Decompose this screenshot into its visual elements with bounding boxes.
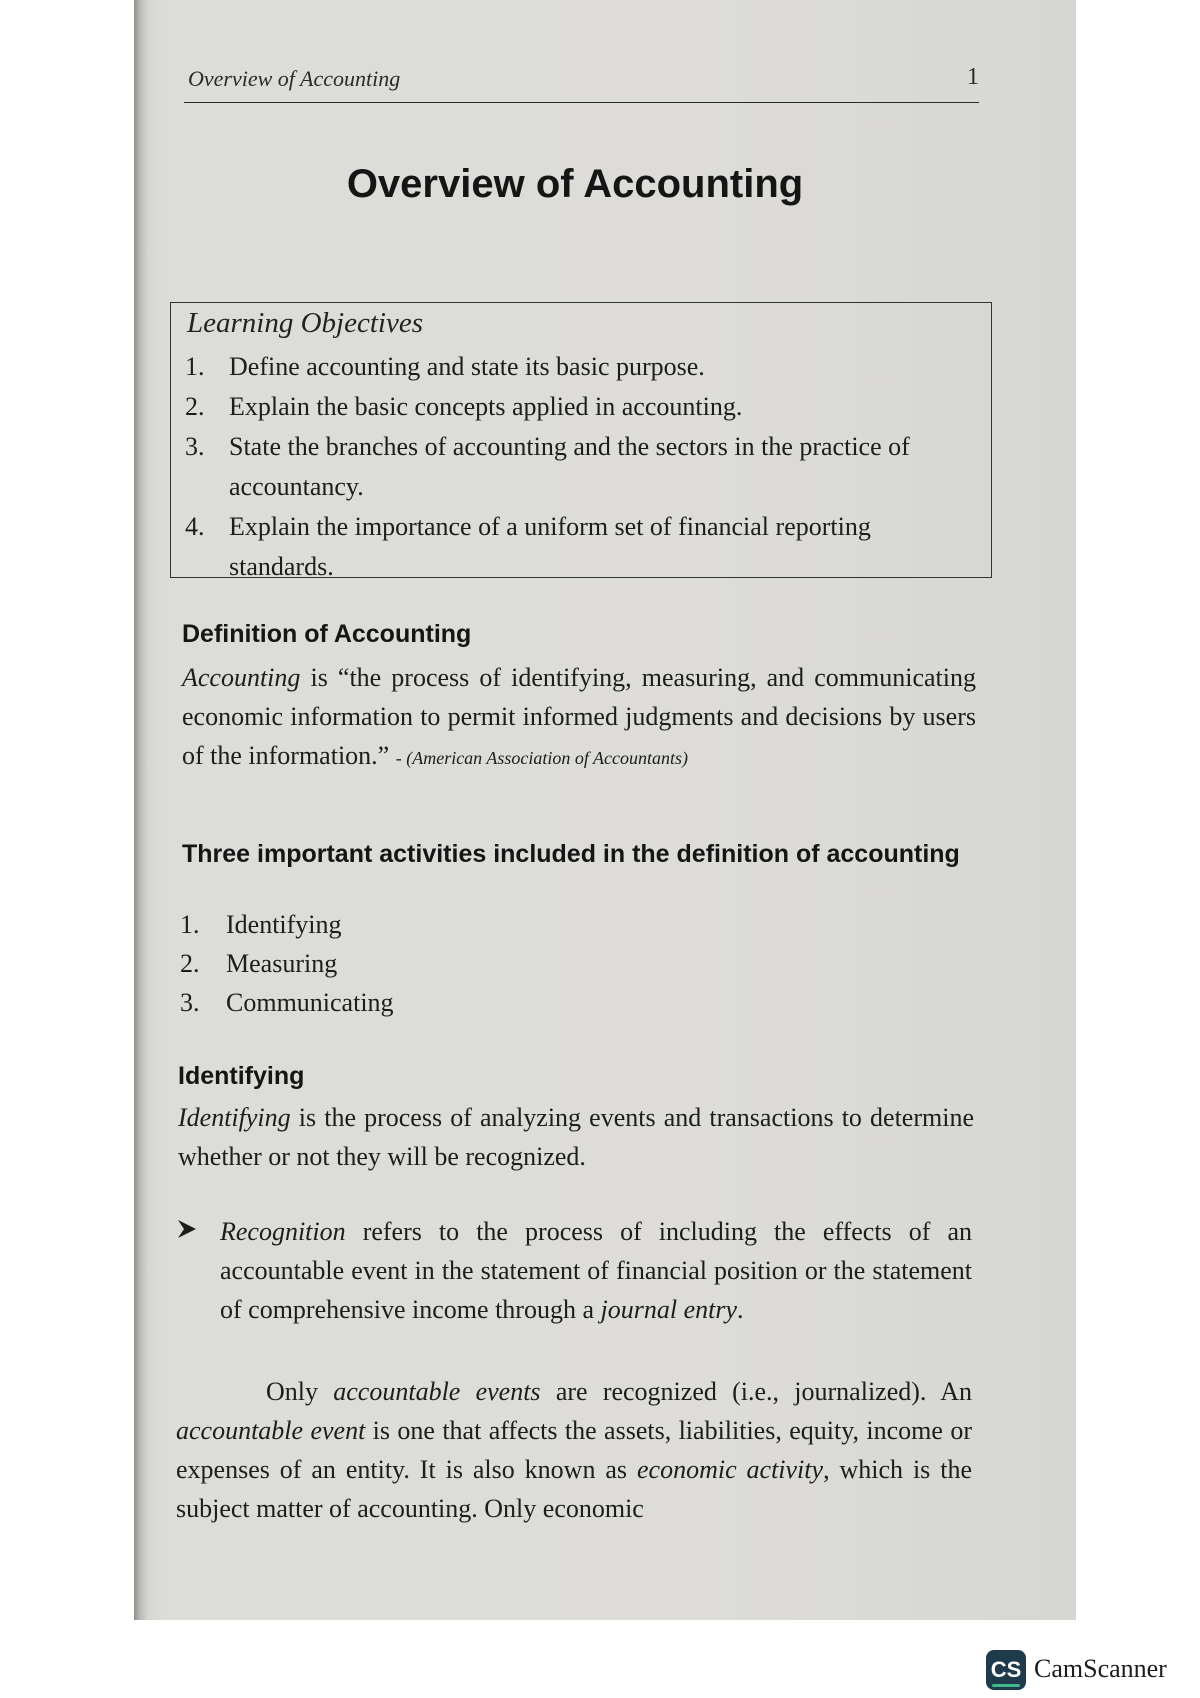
activity-number: 2.: [180, 949, 200, 978]
activity-number: 3.: [180, 988, 200, 1017]
definition-term: Accounting: [182, 663, 301, 692]
objective-number: 4.: [185, 512, 205, 541]
accountable-events-term: accountable events: [333, 1377, 541, 1406]
recognition-term: Recognition: [220, 1217, 346, 1246]
objective-text: Explain the basic concepts applied in accounting.: [229, 392, 743, 421]
chapter-title: Overview of Accounting: [346, 162, 804, 206]
text-run: Only: [266, 1377, 334, 1406]
objective-text: Explain the importance of a uniform set of financial reporting standards.: [229, 512, 871, 581]
text-run: is one that affects the assets, liabilities, equity, income or expenses of an entity. It is also known as: [176, 1416, 972, 1484]
activity-number: 1.: [180, 910, 200, 939]
learning-objectives-list: [185, 347, 975, 587]
objective-number: 2.: [185, 392, 205, 421]
objective-item: [185, 387, 975, 427]
camscanner-logo-icon: CS: [986, 1650, 1026, 1690]
objective-text: Define accounting and state its basic purpose.: [229, 352, 705, 381]
running-header-title: Overview of Accounting: [188, 66, 401, 91]
accountable-event-term: accountable event: [176, 1416, 366, 1445]
identifying-term: Identifying: [178, 1103, 291, 1132]
camscanner-name: CamScanner: [1034, 1654, 1167, 1683]
recognition-body: refers to the process of including the effects of an accountable event in the statement of financial position or the statement of comprehensive income through a: [220, 1217, 972, 1324]
identifying-heading: Identifying: [178, 1062, 305, 1090]
definition-paragraph: [182, 658, 976, 778]
learning-objectives-box: [170, 302, 992, 581]
objective-item: [185, 427, 975, 507]
identifying-body: is the process of analyzing events and transactions to determine whether or not they will be recognized.: [178, 1103, 974, 1171]
activity-item: [180, 944, 780, 983]
accountable-events-paragraph: [176, 1372, 972, 1528]
definition-body: is “the process of identifying, measuring, and communicating economic information to permit informed judgments and decisions by users of the information.”: [182, 663, 976, 770]
page-number: 1: [967, 64, 979, 90]
activity-text: Communicating: [226, 988, 394, 1017]
learning-objectives-heading: Learning Objectives: [187, 307, 423, 339]
journal-entry-term: journal entry: [600, 1295, 737, 1324]
activities-list: [180, 905, 780, 1022]
arrow-bullet-icon: [176, 1218, 198, 1240]
definition-source: - (American Association of Accountants): [395, 748, 689, 768]
objective-number: 3.: [185, 432, 205, 461]
definition-heading: Definition of Accounting: [182, 620, 472, 648]
objective-item: [185, 347, 975, 387]
objective-item: [185, 507, 975, 587]
activities-heading: Three important activities included in the definition of accounting: [182, 840, 960, 868]
activity-text: Measuring: [226, 949, 338, 978]
objective-text: State the branches of accounting and the sectors in the practice of accountancy.: [229, 432, 910, 501]
objective-number: 1.: [185, 352, 205, 381]
identifying-paragraph: [178, 1098, 974, 1176]
scanned-page: [134, 0, 1076, 1620]
running-header: [184, 62, 979, 103]
activity-text: Identifying: [226, 910, 342, 939]
economic-activity-term: economic activity: [636, 1455, 824, 1484]
recognition-end: .: [737, 1295, 744, 1324]
text-run: are recognized (i.e., journalized). An: [540, 1377, 973, 1406]
activity-item: [180, 983, 780, 1022]
recognition-paragraph: [220, 1212, 972, 1329]
activity-item: [180, 905, 780, 944]
text-run: , which is the subject matter of accounting. Only economic: [176, 1455, 972, 1523]
